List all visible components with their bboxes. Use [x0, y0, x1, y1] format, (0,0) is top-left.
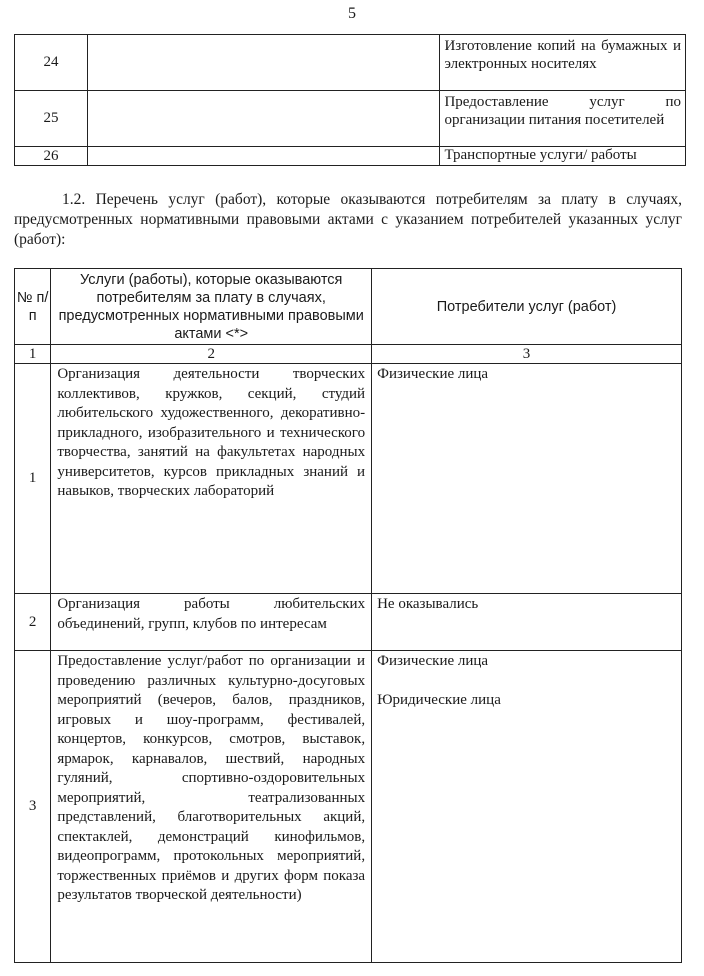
empty-cell	[87, 147, 440, 166]
consumer-item: Физические лица	[377, 653, 489, 669]
column-index: 3	[372, 345, 682, 364]
header-services: Услуги (работы), которые оказываются потребителям за плату в случаях, предусмотренных нормативными правовыми актами <*>	[51, 269, 372, 345]
service-cell: Организация работы любительских объединений, групп, клубов по интересам	[51, 594, 372, 651]
consumers-cell	[372, 651, 682, 963]
consumer-item: Не оказывались	[377, 596, 479, 612]
service-cell: Предоставление услуг по организации питания посетителей	[440, 91, 686, 147]
consumer-item: Юридические лица	[377, 692, 501, 708]
service-cell: Организация деятельности творческих коллективов, кружков, секций, студий любительского художественного, декоративно-прикладного, изобразительного и технического творчества, занятий на факультетах народных университетов, курсов прикладных знаний и навыков, творческих лабораторий	[51, 364, 372, 594]
empty-cell	[87, 91, 440, 147]
table-row	[15, 594, 682, 651]
row-number: 25	[15, 91, 88, 147]
services-continuation-table	[14, 34, 686, 166]
table-row	[15, 651, 682, 963]
table-row	[15, 147, 686, 166]
consumer-item: Физические лица	[377, 366, 489, 382]
section-paragraph	[14, 190, 682, 250]
row-number: 24	[15, 35, 88, 91]
table-row	[15, 364, 682, 594]
header-consumers: Потребители услуг (работ)	[372, 269, 682, 345]
service-cell: Предоставление услуг/работ по организации и проведению различных культурно-досуговых мероприятий (вечеров, балов, праздников, игровых и шоу-программ, фестивалей, концертов, конкурсов, смотров, выставок, ярмарок, карнавалов, шествий, народных гуляний, спортивно-оздоровительных мероприятий, театрализованных представлений, благотворительных акций, спектаклей, демонстраций кинофильмов, видеопрограмм, протокольных мероприятий, торжественных приёмов и других форм показа результатов творческой деятельности)	[51, 651, 372, 963]
table-row	[15, 35, 686, 91]
consumers-cell	[372, 364, 682, 594]
column-index-row	[15, 345, 682, 364]
page-number: 5	[348, 5, 356, 22]
table-row	[15, 91, 686, 147]
spacer	[377, 672, 676, 692]
consumers-cell	[372, 594, 682, 651]
row-number: 26	[15, 147, 88, 166]
header-number: № п/п	[15, 269, 51, 345]
header-row	[15, 269, 682, 345]
row-number: 3	[15, 651, 51, 963]
service-cell: Изготовление копий на бумажных и электронных носителях	[440, 35, 686, 91]
row-number: 2	[15, 594, 51, 651]
service-cell: Транспортные услуги/ работы	[440, 147, 686, 166]
paragraph-text: 1.2. Перечень услуг (работ), которые оказываются потребителям за плату в случаях, предусмотренных нормативными правовыми актами с указанием потребителей указанных услуг (работ):	[14, 191, 682, 248]
paid-services-table	[14, 268, 682, 963]
column-index: 1	[15, 345, 51, 364]
column-index: 2	[51, 345, 372, 364]
row-number: 1	[15, 364, 51, 594]
empty-cell	[87, 35, 440, 91]
